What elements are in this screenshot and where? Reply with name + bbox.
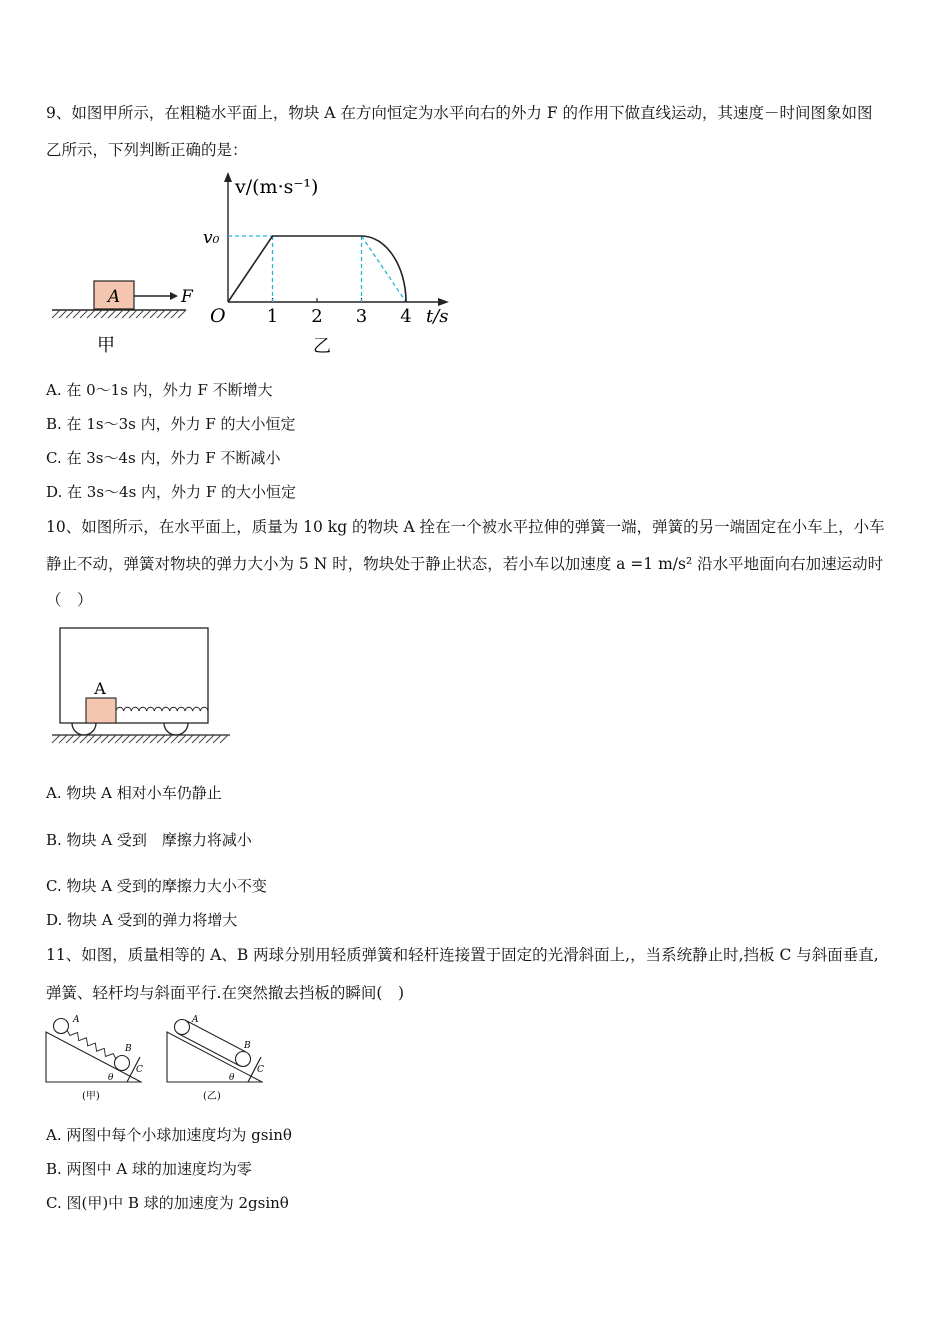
hatch-mark — [94, 310, 102, 318]
force-label: F — [181, 287, 193, 307]
label-a: A — [73, 1015, 80, 1025]
label-c: C — [257, 1065, 264, 1075]
ball-a — [54, 1019, 69, 1034]
y-axis-label: v/(m·s⁻¹) — [235, 176, 319, 198]
angle-theta: θ — [108, 1073, 114, 1083]
hatch-mark — [136, 735, 144, 743]
spring — [67, 1030, 116, 1059]
hatch-mark — [122, 735, 130, 743]
label-a: A — [192, 1015, 199, 1025]
q11-option-c[interactable]: C. 图(甲)中 B 球的加速度为 2gsinθ — [46, 1194, 289, 1212]
q10-stem-line2: 静止不动，弹簧对物块的弹力大小为 5 N 时，物块处于静止状态，若小车以加速度 a =1 m/s² 沿水平地面向右加速运动时 — [46, 555, 884, 573]
wheel-right — [164, 723, 188, 735]
x-tick-label: 2 — [311, 306, 323, 327]
hatch-mark — [185, 735, 193, 743]
hatch-mark — [143, 735, 151, 743]
caption-jia: (甲) — [82, 1091, 100, 1102]
ground-hatching — [52, 735, 228, 743]
q9-vt-chart — [200, 170, 460, 360]
hatch-mark — [59, 735, 67, 743]
block-a — [86, 698, 116, 723]
y-tick-v0: v₀ — [203, 228, 220, 248]
q10-cart-figure — [46, 622, 246, 752]
hatch-mark — [115, 735, 123, 743]
q10-stem-line1: 10、如图所示，在水平面上，质量为 10 kg 的物块 A 拴在一个被水平拉伸的弹簧一端，弹簧的另一端固定在小车上，小车 — [46, 518, 885, 536]
hatch-mark — [122, 310, 130, 318]
x-tick-label: 1 — [266, 306, 279, 327]
angle-theta: θ — [229, 1073, 235, 1083]
block-label: A — [94, 679, 106, 698]
q11-figure-rod-incline — [165, 1014, 275, 1104]
hatch-mark — [150, 310, 158, 318]
caption-yi: (乙) — [203, 1091, 221, 1102]
q11-stem-line1: 11、如图，质量相等的 A、B 两球分别用轻质弹簧和轻杆连接置于固定的光滑斜面上,，当系统静止时,挡板 C 与斜面垂直, — [46, 946, 879, 964]
hatch-mark — [101, 310, 109, 318]
q10-stem-line3: （ ） — [46, 591, 93, 609]
label-b: B — [244, 1041, 251, 1051]
hatch-mark — [206, 735, 214, 743]
hatch-mark — [87, 735, 95, 743]
q10-option-d[interactable]: D. 物块 A 受到的弹力将增大 — [46, 911, 238, 929]
hatch-mark — [171, 310, 179, 318]
q9-option-a[interactable]: A. 在 0～1s 内，外力 F 不断增大 — [46, 381, 273, 399]
hatch-mark — [80, 310, 88, 318]
ball-b — [115, 1056, 130, 1071]
q9-option-b[interactable]: B. 在 1s～3s 内，外力 F 的大小恒定 — [46, 415, 296, 433]
q9-stem-line2: 乙所示，下列判断正确的是： — [46, 141, 248, 159]
hatch-mark — [157, 735, 165, 743]
x-tick-label: 4 — [400, 306, 412, 327]
y-axis-arrow — [224, 172, 232, 182]
hatch-mark — [115, 310, 123, 318]
hatch-mark — [150, 735, 158, 743]
rod-edge-bottom — [179, 1034, 240, 1066]
q9-figure-block-on-ground — [46, 272, 206, 362]
q11-option-a[interactable]: A. 两图中每个小球加速度均为 gsinθ — [46, 1126, 292, 1144]
x-axis-arrow — [438, 298, 449, 306]
hatch-mark — [108, 310, 116, 318]
hatch-mark — [87, 310, 95, 318]
hatch-mark — [136, 310, 144, 318]
hatch-mark — [164, 735, 172, 743]
hatch-mark — [73, 310, 81, 318]
origin-label: O — [210, 305, 226, 327]
hatch-mark — [178, 735, 186, 743]
q11-figure-spring-incline — [44, 1014, 154, 1104]
q11-stem-line2: 弹簧、轻杆均与斜面平行.在突然撤去挡板的瞬间( ) — [46, 984, 405, 1002]
fig-caption-jia: 甲 — [97, 335, 115, 356]
hatch-mark — [129, 735, 137, 743]
wheel-left — [72, 723, 96, 735]
label-c: C — [136, 1065, 143, 1075]
q9-option-c[interactable]: C. 在 3s～4s 内，外力 F 不断减小 — [46, 449, 281, 467]
hatch-mark — [52, 735, 60, 743]
dashed-guides — [228, 236, 406, 302]
hatch-mark — [73, 735, 81, 743]
ground-hatching — [52, 310, 186, 318]
hatch-mark — [66, 310, 74, 318]
q9-stem-line1: 9、如图甲所示，在粗糙水平面上，物块 A 在方向恒定为水平向右的外力 F 的作用下做直线运动，其速度－时间图象如图 — [46, 104, 873, 122]
hatch-mark — [157, 310, 165, 318]
hatch-mark — [101, 735, 109, 743]
velocity-curve — [228, 236, 406, 302]
hatch-mark — [66, 735, 74, 743]
block-label: A — [107, 287, 121, 307]
hatch-mark — [80, 735, 88, 743]
hatch-mark — [143, 310, 151, 318]
fig-caption-yi: 乙 — [313, 336, 331, 357]
ball-a — [175, 1020, 190, 1035]
hatch-mark — [178, 310, 186, 318]
hatch-mark — [129, 310, 137, 318]
force-arrow-head — [170, 292, 178, 300]
q10-option-b[interactable]: B. 物块 A 受到 摩擦力将减小 — [46, 831, 252, 849]
q9-option-d[interactable]: D. 在 3s～4s 内，外力 F 的大小恒定 — [46, 483, 296, 501]
hatch-mark — [213, 735, 221, 743]
hatch-mark — [164, 310, 172, 318]
q10-option-c[interactable]: C. 物块 A 受到的摩擦力大小不变 — [46, 877, 267, 895]
hatch-mark — [220, 735, 228, 743]
x-axis-label: t/s — [426, 306, 449, 327]
hatch-mark — [52, 310, 60, 318]
hatch-mark — [192, 735, 200, 743]
q11-option-b[interactable]: B. 两图中 A 球的加速度均为零 — [46, 1160, 252, 1178]
hatch-mark — [108, 735, 116, 743]
hatch-mark — [171, 735, 179, 743]
hatch-mark — [199, 735, 207, 743]
x-tick-label: 3 — [355, 306, 368, 327]
hatch-mark — [94, 735, 102, 743]
ball-b — [236, 1052, 251, 1067]
hatch-mark — [59, 310, 67, 318]
label-b: B — [125, 1044, 132, 1054]
q10-option-a[interactable]: A. 物块 A 相对小车仍静止 — [46, 784, 222, 802]
